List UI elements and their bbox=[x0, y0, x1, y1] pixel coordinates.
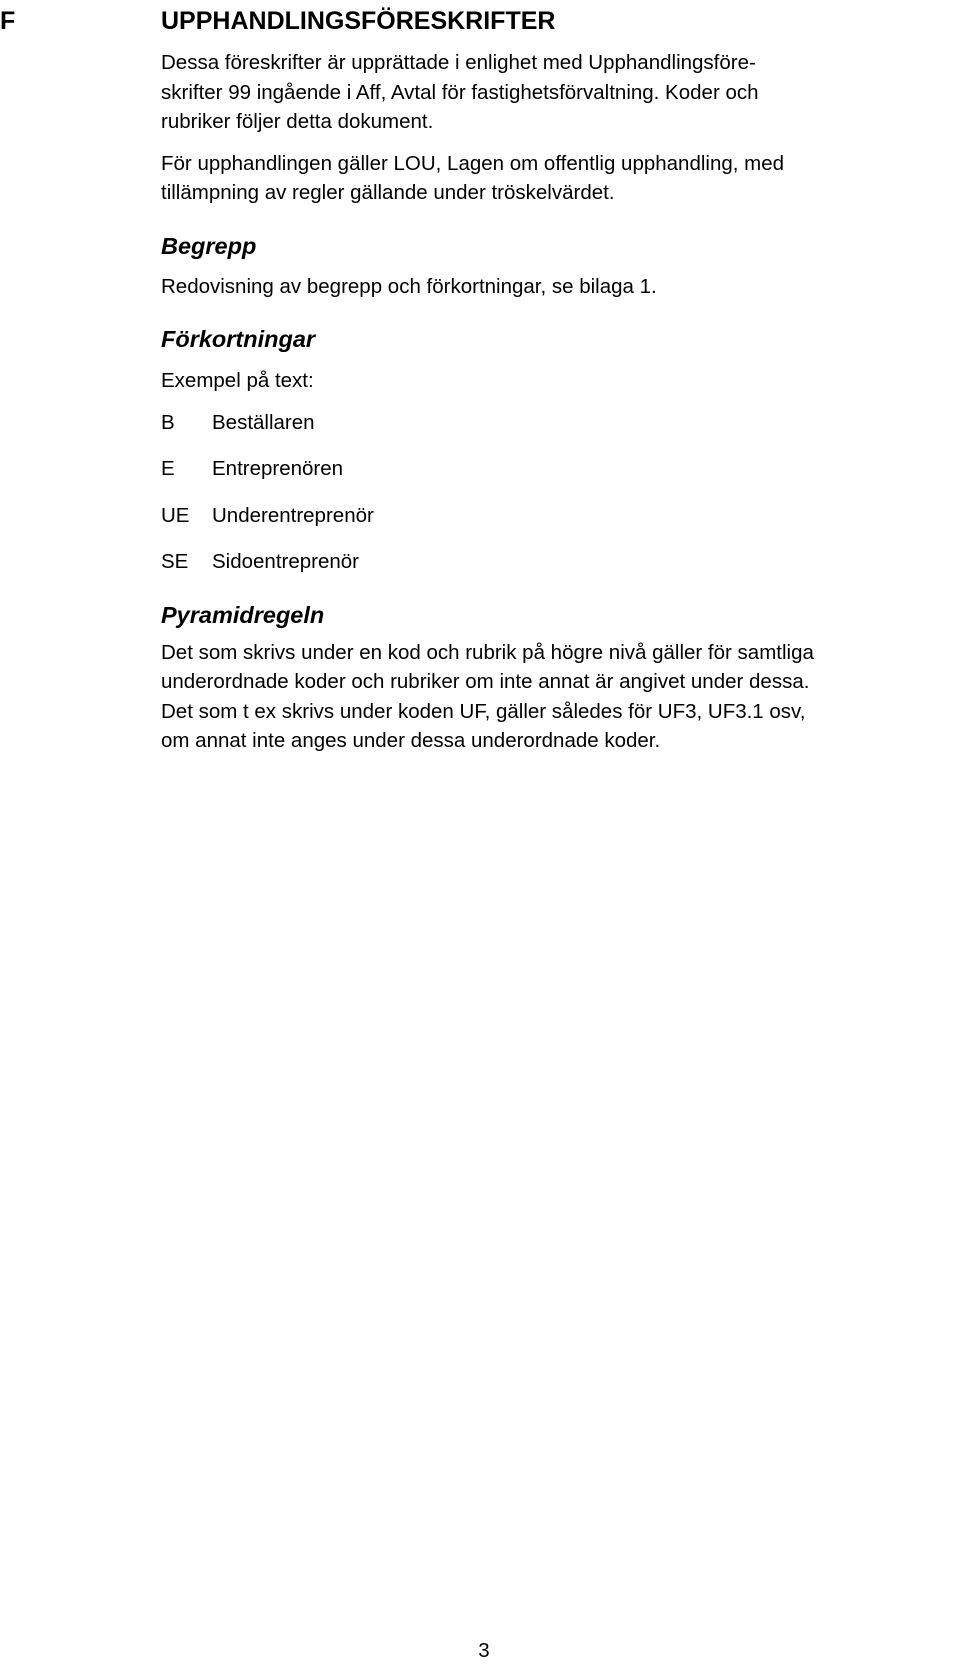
text-line: rubriker följer detta dokument. bbox=[161, 110, 434, 133]
abbreviation-label: Entreprenören bbox=[212, 457, 344, 480]
begrepp-text: Redovisning av begrepp och förkortningar, se bilaga 1. bbox=[161, 274, 657, 298]
forkortningar-heading: Förkortningar bbox=[161, 326, 316, 352]
text-line: Det som t ex skrivs under koden UF, gäller således för UF3, UF3.1 osv, bbox=[161, 699, 806, 723]
text-line: Dessa föreskrifter är upprättade i enlighet med Upphandlingsföre- bbox=[161, 51, 756, 74]
text-line: tillämpning av regler gällande under tröskelvärdet. bbox=[161, 181, 615, 204]
list-item bbox=[161, 547, 951, 594]
text-line: Det som skrivs under en kod och rubrik på högre nivå gäller för samtliga bbox=[161, 640, 814, 664]
list-item bbox=[161, 408, 951, 455]
begrepp-heading: Begrepp bbox=[161, 232, 257, 259]
abbreviation-code: SE bbox=[161, 550, 189, 573]
list-item bbox=[161, 454, 951, 501]
intro-paragraph-2 bbox=[161, 149, 951, 208]
text-line: underordnade koder och rubriker om inte annat är angivet under dessa. bbox=[161, 670, 810, 693]
page-number-text: 3 bbox=[478, 1639, 490, 1662]
text-line: För upphandlingen gäller LOU, Lagen om offentlig upphandling, med bbox=[161, 151, 785, 175]
abbreviation-label: Sidoentreprenör bbox=[212, 550, 360, 573]
pyramidregeln-text bbox=[161, 638, 951, 756]
page-number bbox=[0, 1639, 960, 1663]
section-title: UPPHANDLINGSFÖRESKRIFTER bbox=[161, 7, 556, 35]
list-item bbox=[161, 501, 951, 548]
intro-paragraph-1 bbox=[161, 48, 951, 137]
forkortningar-intro: Exempel på text: bbox=[161, 369, 314, 392]
abbreviation-code: B bbox=[161, 410, 175, 434]
abbreviation-list bbox=[161, 408, 951, 594]
abbreviation-code: E bbox=[161, 457, 175, 480]
document-body bbox=[161, 6, 951, 756]
section-code: F bbox=[0, 7, 16, 35]
abbreviation-label: Beställaren bbox=[212, 410, 315, 434]
text-line: om annat inte anges under dessa underordnade koder. bbox=[161, 729, 661, 752]
pyramidregeln-heading: Pyramidregeln bbox=[161, 601, 325, 628]
abbreviation-label: Underentreprenör bbox=[212, 503, 374, 527]
abbreviation-code: UE bbox=[161, 503, 190, 527]
text-line: skrifter 99 ingående i Aff, Avtal för fastighetsförvaltning. Koder och bbox=[161, 80, 759, 104]
